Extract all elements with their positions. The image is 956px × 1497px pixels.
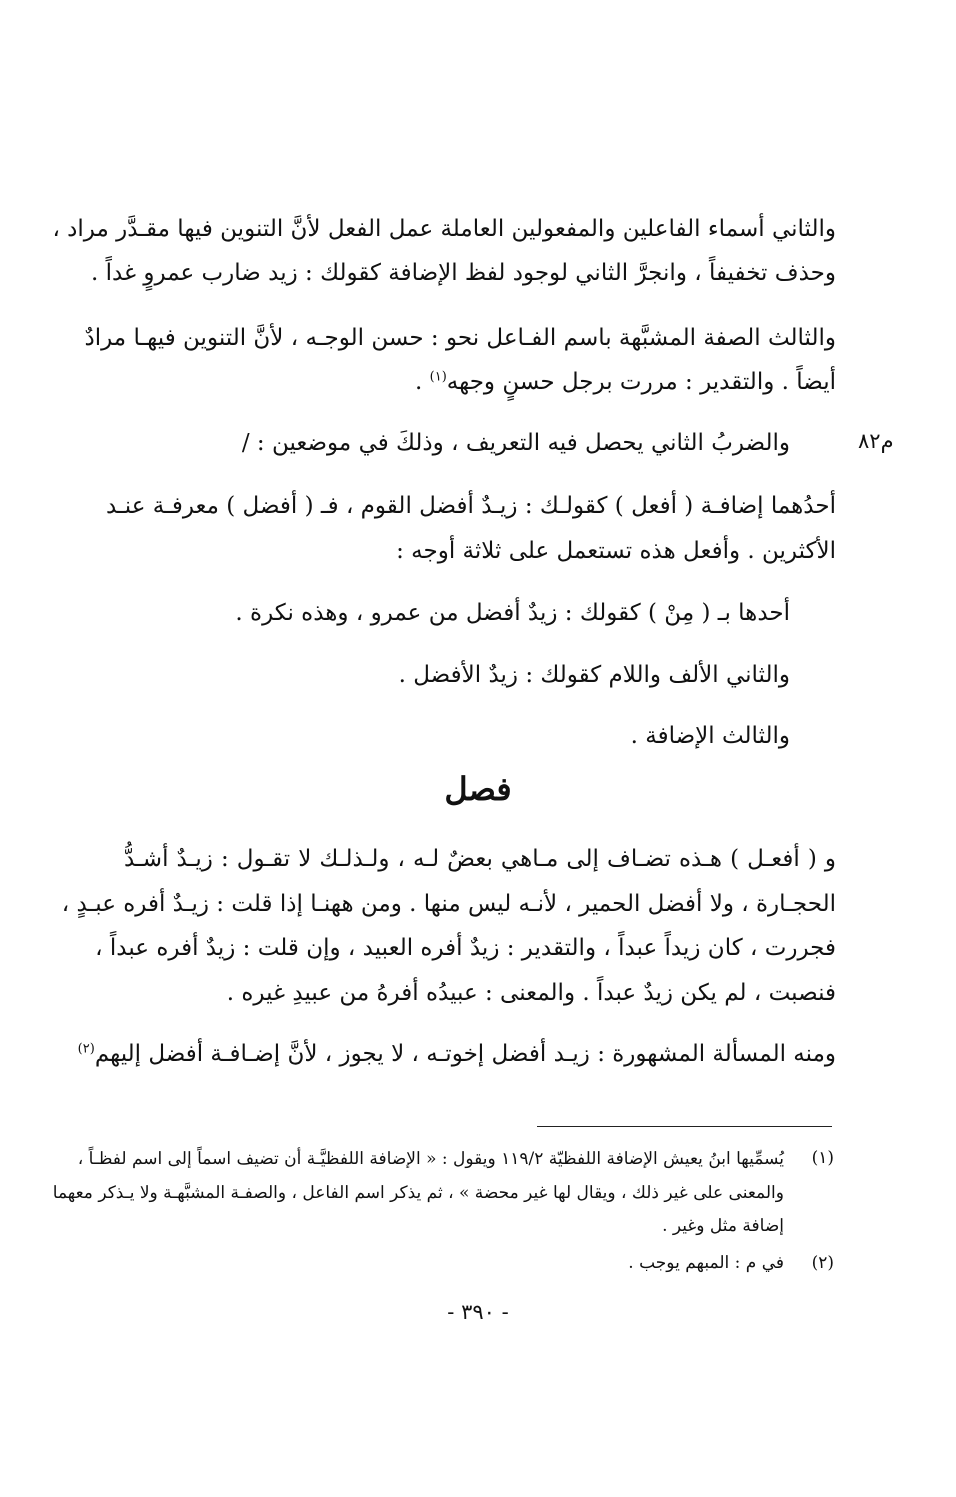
paragraph-7: والثالث الإضافة . xyxy=(630,723,790,749)
paragraph-6: والثاني الألف واللام كقولك : زيدٌ الأفضل . xyxy=(398,662,790,688)
footnote-1-mark: (١) xyxy=(811,1148,834,1168)
paragraph-8-line-2: الحجـارة ، ولا أفضل الحمير ، لأنـه ليس منها . ومن ههنـا إذا قلت : زيـدٌ أفره عبـدٍ ، xyxy=(61,891,836,917)
footnote-1-line-2: والمعنى على غير ذلك ، ويقال لها غير محضة » ، ثم يذكر اسم الفاعل ، والصفـة المشبَّهـة ولا يـذكر معهما xyxy=(52,1183,784,1203)
margin-manuscript-note: م٨٢ xyxy=(858,429,894,453)
paragraph-9-text: ومنه المسألة المشهورة : زيـد أفضل إخوتـه ، لا يجوز ، لأنَّ إضـافـة أفضل إليهم xyxy=(94,1041,836,1067)
paragraph-8-line-4: فنصبت ، لم يكن زيدٌ عبداً . والمعنى : عبيدُه أفرهُ من عبيدِ غيره . xyxy=(226,980,836,1006)
paragraph-2-line-2-text: أيضاً . والتقدير : مررت برجل حسنٍ وجهه xyxy=(446,369,836,395)
footnote-ref-2: (٢) xyxy=(77,1041,95,1057)
paragraph-8-line-3: فجررت ، كان زيداً عبداً ، والتقدير : زيدٌ أفره العبيد ، وإن قلت : زيدٌ أفره عبداً ، xyxy=(95,935,836,961)
paragraph-9 xyxy=(77,1038,836,1070)
footnote-1-line-1: يُسمِّيها ابنُ يعيش الإضافة اللفظيّة ١١٩/٢ ويقول : « الإضافة اللفظيَّـة أن تضيف اسماً إلى اسم لفظـاً ، xyxy=(77,1149,784,1169)
paragraph-2-line-2-end: . xyxy=(415,369,430,395)
paragraph-4-line-1: أحدُهما إضافـة ( أفعل ) كقولـك : زيـدٌ أفضل القوم ، فـ ( أفضل ) معرفـة عنـد xyxy=(106,493,836,519)
paragraph-1-line-1: والثاني أسماء الفاعلين والمفعولين العاملة عمل الفعل لأنَّ التنوين فيها مقـدَّر مراد ، xyxy=(52,216,836,242)
footnote-2-mark: (٢) xyxy=(811,1253,834,1273)
section-heading: فصل xyxy=(444,770,512,808)
paragraph-3: والضربُ الثاني يحصل فيه التعريف ، وذلكَ في موضعين : / xyxy=(241,430,790,456)
footnote-ref-1: (١) xyxy=(429,369,447,385)
page-number: - ٣٩٠ - xyxy=(447,1300,509,1324)
paragraph-4-line-2: الأكثرين . وأفعل هذه تستعمل على ثلاثة أوجه : xyxy=(396,538,836,564)
footnote-2-line-1: في م : المبهم يوجب . xyxy=(628,1253,784,1273)
paragraph-2-line-2 xyxy=(124,366,836,398)
paragraph-8-line-1: و ( أفعـل ) هـذه تضـاف إلى مـاهي بعضٌ لـه ، ولـذلـك لا تقـول : زيـدٌ أشـدُّ xyxy=(124,846,836,872)
footnote-separator xyxy=(537,1126,832,1127)
footnote-1-line-3: إضافة مثل وغير . xyxy=(662,1216,784,1236)
paragraph-1-line-2: وحذف تخفيفاً ، وانجرَّ الثاني لوجود لفظ الإضافة كقولك : زيد ضارب عمروٍ غداً . xyxy=(90,260,836,286)
paragraph-2-line-1: والثالث الصفة المشبَّهة باسم الفـاعل نحو : حسن الوجـه ، لأنَّ التنوين فيهـا مرادٌ xyxy=(84,325,836,351)
paragraph-5: أحدها بـ ( مِنْ ) كقولك : زيدٌ أفضل من عمرو ، وهذه نكرة . xyxy=(235,600,790,626)
